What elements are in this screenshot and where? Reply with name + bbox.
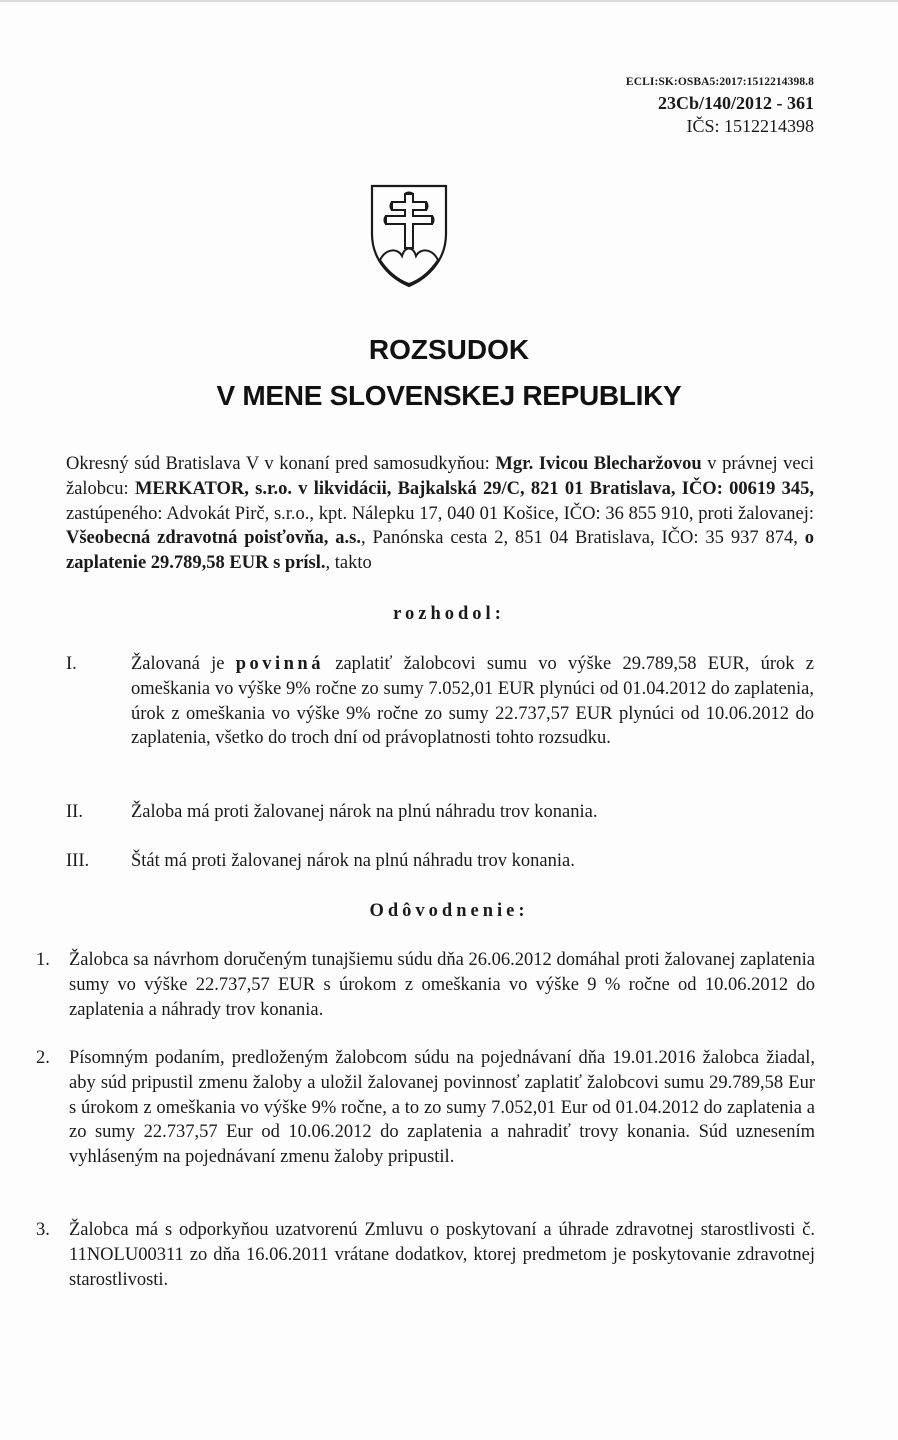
paragraph-text: Žalobca má s odporkyňou uzatvorenú Zmluvu o poskytovaní a úhrade zdravotnej starostlivosti č. 11NOLU00311 zo dňa 16.06.2011 vrátane dodatkov, ktorej predmetom je poskytovanie zdravotnej starostlivosti. <box>69 1220 815 1290</box>
intro-text-5: , takto <box>325 553 372 574</box>
verdict-number: I. <box>66 654 77 674</box>
verdict-text: Žaloba má proti žalovanej nárok na plnú náhradu trov konania. <box>131 802 598 822</box>
paragraph-text: Žalobca sa návrhom doručeným tunajšiemu súdu dňa 26.06.2012 domáhal proti žalovanej zaplatenia sumy vo výške 22.737,57 EUR s úrokom z omeškania vo výške 9 % ročne od 10.06.2012 do zaplatenia a náhrady trov konania. <box>69 950 815 1020</box>
intro-text-1: Okresný súd Bratislava V v konaní pred samosudkyňou: <box>66 454 496 474</box>
top-edge-line <box>0 0 898 2</box>
verdict-text: Štát má proti žalovanej nárok na plnú náhradu trov konania. <box>131 851 575 871</box>
decision-heading: rozhodol: <box>393 604 505 624</box>
paragraph-number: 1. <box>36 950 50 970</box>
intro-text-4: , Panónska cesta 2, 851 04 Bratislava, IČO: 35 937 874, <box>361 528 805 549</box>
document-subtitle: V MENE SLOVENSKEJ REPUBLIKY <box>216 380 682 411</box>
intro-text-2: v právnej veci žalobcu: <box>66 454 814 499</box>
verdict-text <box>131 652 814 751</box>
verdict-text-pre: Žalovaná je <box>131 654 236 674</box>
intro-paragraph <box>66 452 814 576</box>
plaintiff-info: MERKATOR, s.r.o. v likvidácii, Bajkalská 29/C, 821 01 Bratislava, IČO: 00619 345, <box>134 478 814 499</box>
intro-text-3: zastúpeného: Advokát Pirč, s.r.o., kpt. Nálepku 17, 040 01 Košice, IČO: 36 855 910, proti žalovanej: <box>66 503 814 524</box>
paragraph-number: 2. <box>36 1048 50 1068</box>
case-number: 23Cb/140/2012 - 361 <box>657 93 814 113</box>
verdict-number: III. <box>66 851 90 871</box>
slovak-coat-of-arms-icon <box>368 182 450 290</box>
paragraph-number: 3. <box>36 1220 50 1240</box>
defendant-name: Všeobecná zdravotná poisťovňa, a.s. <box>66 528 361 549</box>
reasoning-heading: Odôvodnenie: <box>369 901 529 921</box>
verdict-number: II. <box>66 802 83 822</box>
verdict-emphasis: povinná <box>235 654 324 674</box>
paragraph-text: Písomným podaním, predloženým žalobcom súdu na pojednávaní dňa 19.01.2016 žalobca žiadal, aby súd pripustil zmenu žaloby a uložil žalovanej povinnosť zaplatiť žalobcovi sumu 29.789,58 Eur s úrokom z omeškania vo výške 9% ročne, a to zo sumy 7.052,01 Eur od 01.04.2012 do zaplatenia a zo sumy 22.737,57 Eur od 10.06.2012 do zaplatenia a nahradiť trovy konania. Súd uznesením vyhláseným na pojednávaní zmenu žaloby pripustil. <box>69 1048 815 1168</box>
judge-name: Mgr. Ivicou Blecharžovou <box>495 454 702 474</box>
verdict-text-post: zaplatiť žalobcovi sumu vo výške 29.789,58 EUR, úrok z omeškania vo výške 9% ročne zo sumy 7.052,01 EUR plynúci od 01.04.2012 do zaplatenia, úrok z omeškania vo výške 9% ročne zo sumy 22.737,57 EUR plynúci od 10.06.2012 do zaplatenia, všetko do troch dní od právoplatnosti tohto rozsudku. <box>131 654 814 749</box>
ecli-identifier: ECLI:SK:OSBA5:2017:1512214398.8 <box>625 76 814 88</box>
document-title: ROZSUDOK <box>368 334 530 365</box>
ics-number: IČS: 1512214398 <box>686 116 814 136</box>
claim-subject: o zaplatenie 29.789,58 EUR s prísl. <box>66 528 814 574</box>
